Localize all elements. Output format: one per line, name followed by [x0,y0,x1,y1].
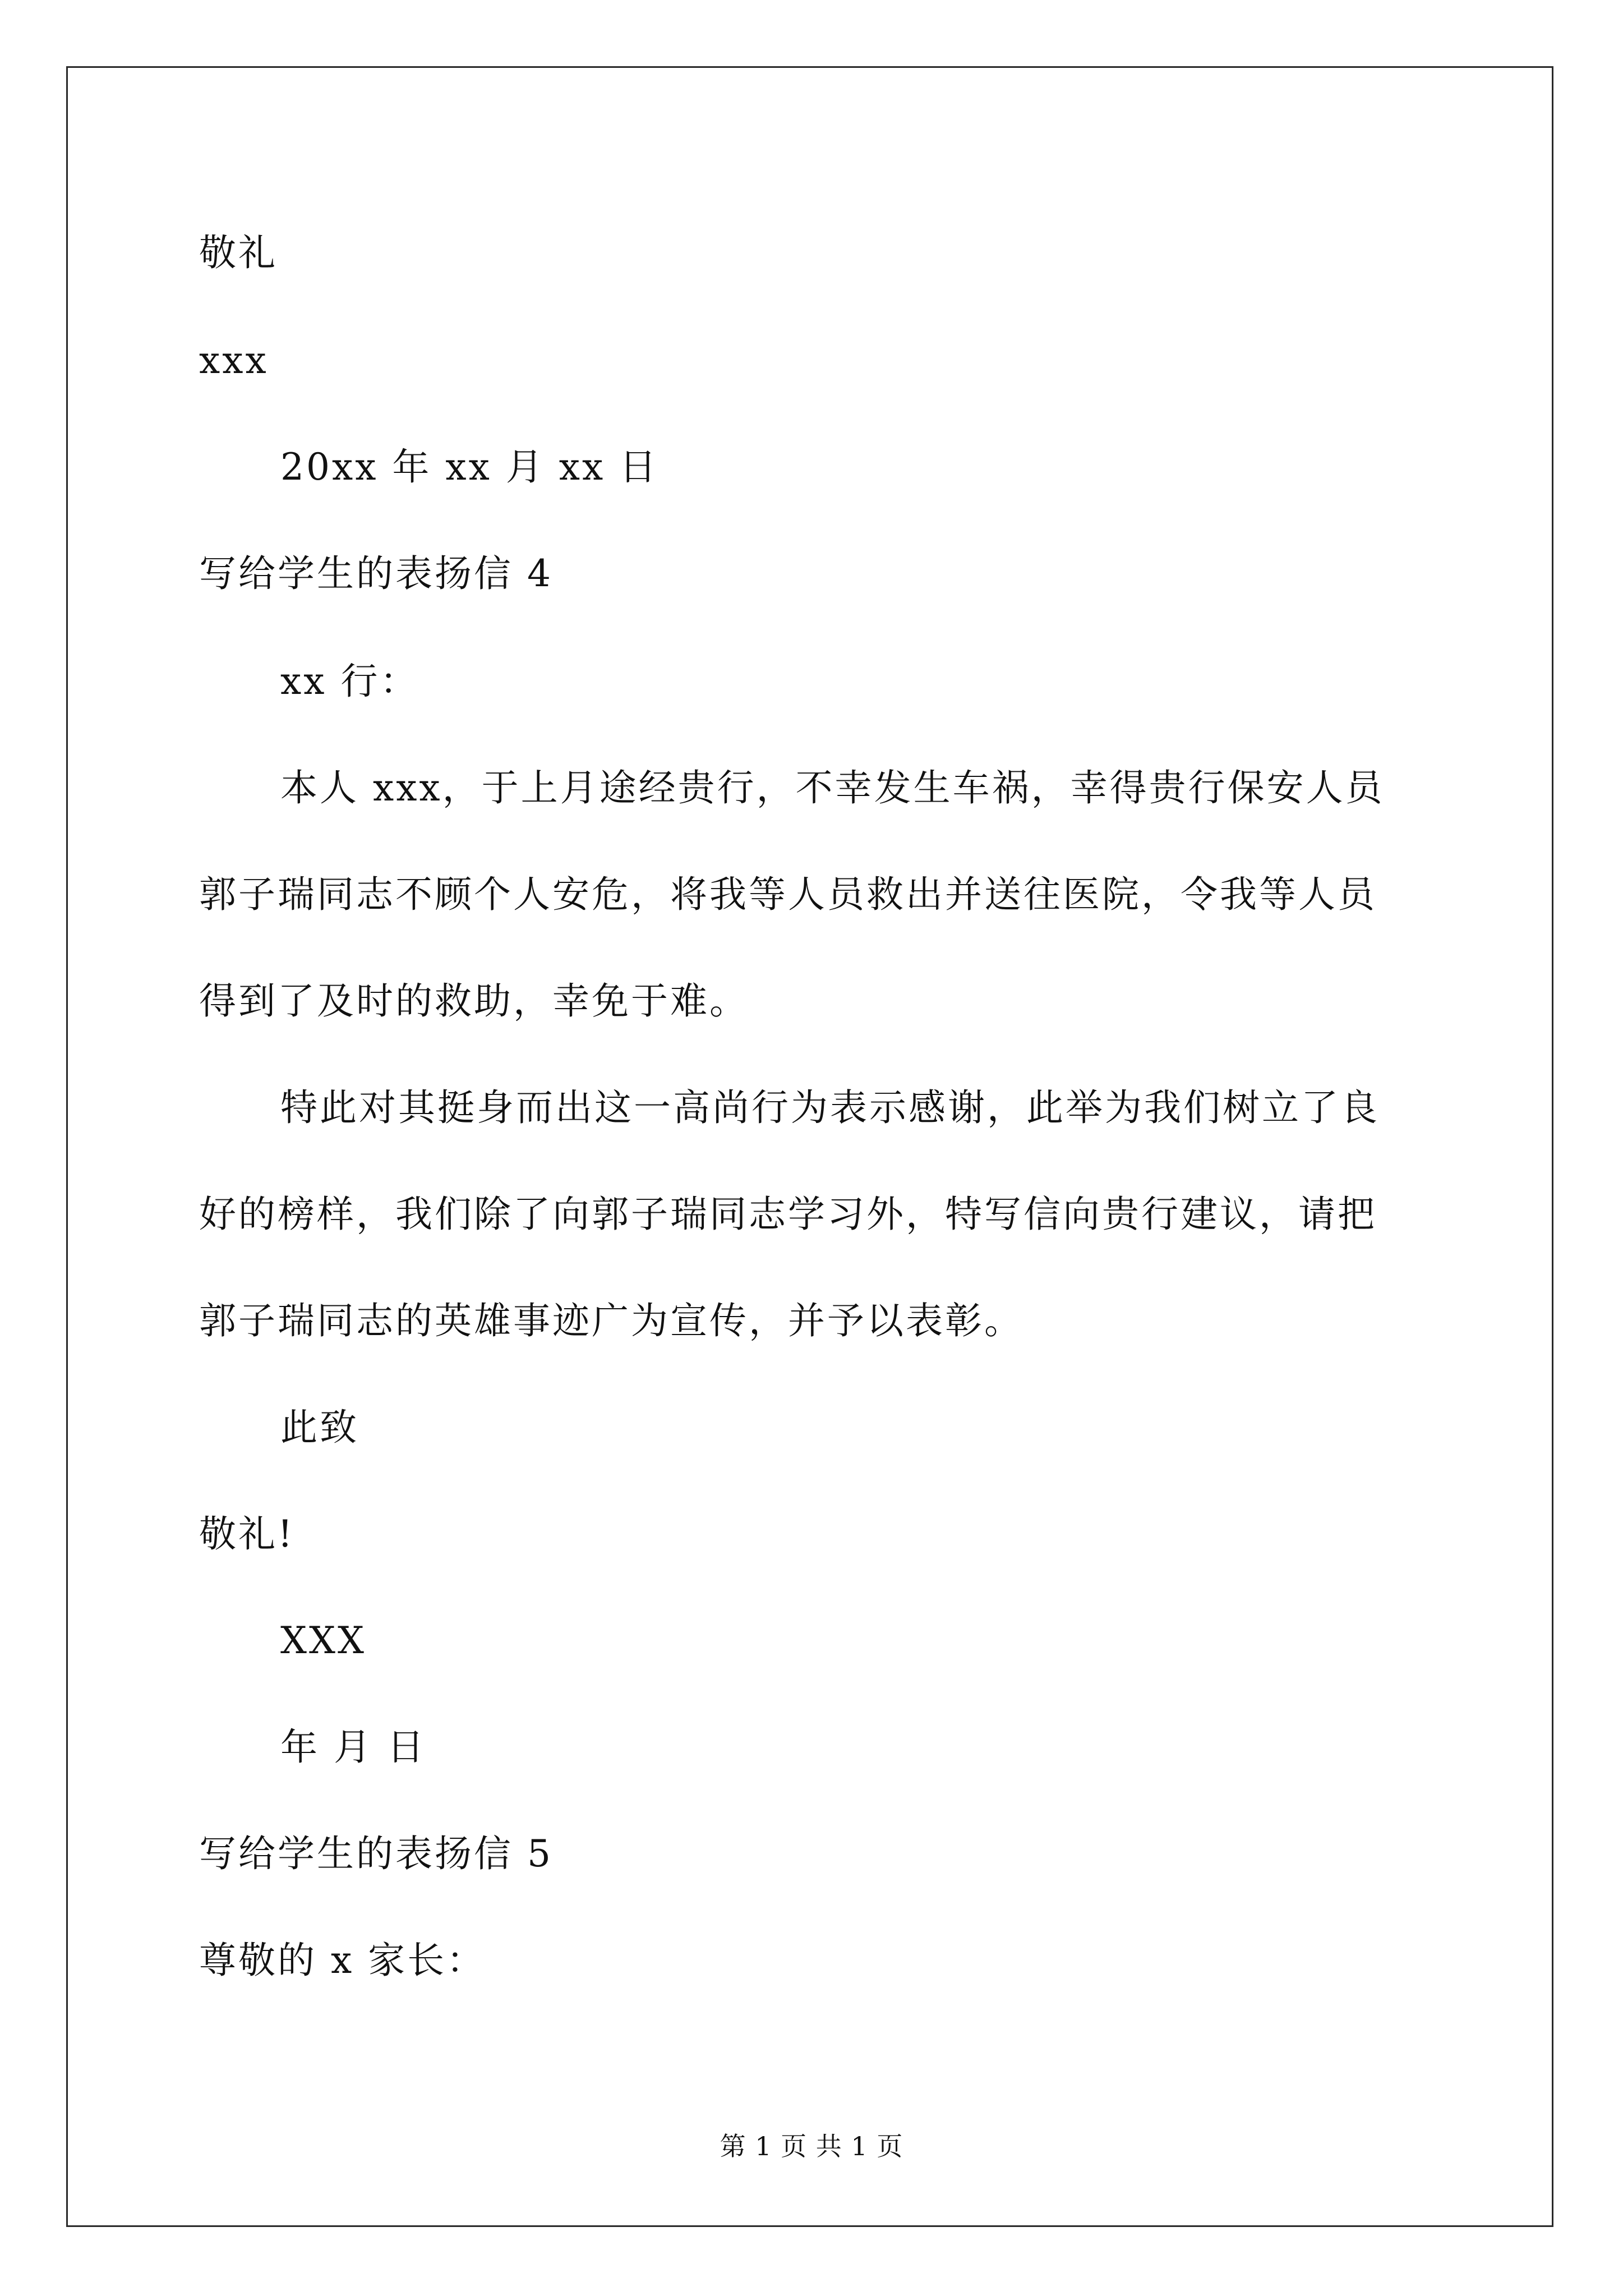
signature-name: xxx [199,339,269,382]
signature-date: 年 月 日 [280,1726,426,1769]
closing-salute: 敬礼! [199,1512,295,1556]
greeting: 尊敬的 x 家长： [199,1939,486,1982]
greeting: xx 行： [280,660,419,703]
paragraph-line: 郭子瑞同志不顾个人安危，将我等人员救出并送往医院，令我等人员 [199,873,1377,916]
signature-name: XXX [280,1619,366,1662]
section-heading-5: 写给学生的表扬信 5 [199,1832,553,1875]
page-border [66,66,1553,2227]
paragraph-line: 特此对其挺身而出这一高尚行为表示感谢，此举为我们树立了良 [280,1086,1380,1129]
section-heading-4: 写给学生的表扬信 4 [199,552,553,595]
page-footer: 第 1 页 共 1 页 [720,2131,903,2161]
paragraph-line: 本人 xxx，于上月途经贵行，不幸发生车祸，幸得贵行保安人员 [280,766,1385,809]
paragraph-line: 好的榜样，我们除了向郭子瑞同志学习外，特写信向贵行建议，请把 [199,1193,1377,1236]
paragraph-line: 得到了及时的救助，幸免于难。 [199,979,749,1023]
signature-date: 20xx 年 xx 月 xx 日 [280,445,659,489]
paragraph-line: 郭子瑞同志的英雄事迹广为宣传，并予以表彰。 [199,1299,1023,1342]
closing-phrase: 此致 [280,1406,359,1449]
closing-salute: 敬礼 [199,231,278,274]
